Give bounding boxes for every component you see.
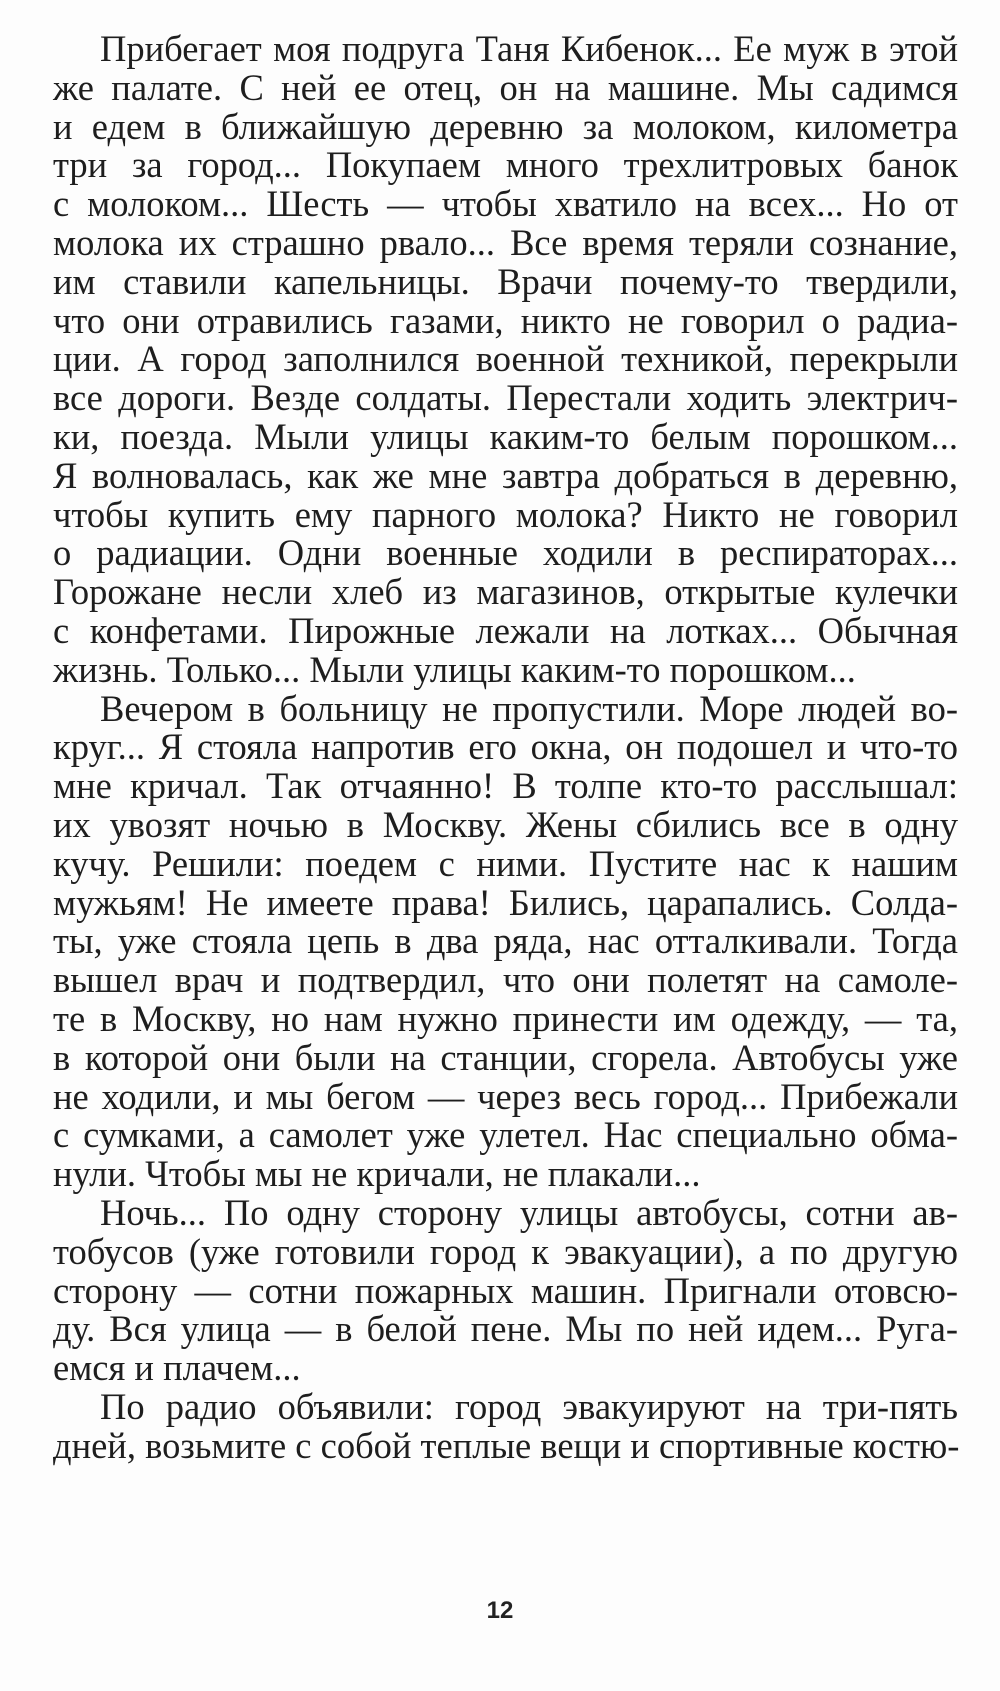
page-body-text: [53, 30, 958, 1465]
text-line: с сумками, а самолет уже улетел. Нас специально обма-: [53, 1114, 958, 1156]
text-line: По радио объявили: город эвакуируют на три-пять: [100, 1385, 958, 1427]
text-line: вышел врач и подтвердил, что они полетят на самоле-: [53, 959, 958, 1001]
text-line: жизнь. Только... Мыли улицы каким-то порошком...: [53, 648, 856, 690]
text-line: круг... Я стояла напротив его окна, он подошел и что-то: [53, 726, 958, 768]
text-line: емся и плачем...: [53, 1347, 301, 1389]
text-line: им ставили капельницы. Врачи почему-то твердили,: [53, 260, 958, 302]
text-line: с конфетами. Пирожные лежали на лотках... Обычная: [53, 609, 958, 651]
text-line: сторону — сотни пожарных машин. Пригнали отовсю-: [53, 1269, 958, 1311]
text-line: их увозят ночью в Москву. Жены сбились все в одну: [53, 803, 958, 845]
text-line: Прибегает моя подруга Таня Кибенок... Ее муж в этой: [100, 28, 958, 69]
text-line: же палате. С ней ее отец, он на машине. Мы садимся: [53, 66, 958, 108]
text-line: ду. Вся улица — в белой пене. Мы по ней идем... Руга-: [53, 1308, 958, 1350]
text-line: что они отравились газами, никто не говорил о радиа-: [53, 299, 958, 341]
text-line: и едем в ближайшую деревню за молоком, километра: [53, 105, 958, 147]
text-line: все дороги. Везде солдаты. Перестали ходить электрич-: [53, 377, 958, 419]
text-line: кучу. Решили: поедем с ними. Пустите нас к нашим: [53, 842, 958, 884]
text-line: с молоком... Шесть — чтобы хватило на всех... Но от: [53, 183, 958, 225]
text-line: о радиации. Одни военные ходили в респираторах...: [53, 532, 958, 574]
text-line: дней, возьмите с собой теплые вещи и спортивные костю-: [53, 1424, 960, 1466]
paragraph: [53, 1191, 958, 1389]
text-line: не ходили, и мы бегом — через весь город... Прибежали: [53, 1075, 958, 1117]
page-number: 12: [486, 1597, 514, 1624]
text-line: в которой они были на станции, сгорела. Автобусы уже: [53, 1036, 958, 1078]
text-line: мужьям! Не имеете права! Бились, царапались. Солда-: [53, 881, 958, 923]
text-line: нули. Чтобы мы не кричали, не плакали...: [53, 1153, 701, 1195]
text-line: ции. А город заполнился военной техникой, перекрыли: [53, 338, 958, 380]
text-line: мне кричал. Так отчаянно! В толпе кто-то расслышал:: [53, 765, 958, 807]
text-line: чтобы купить ему парного молока? Никто не говорил: [53, 493, 958, 535]
text-line: молока их страшно рвало... Все время теряли сознание,: [53, 221, 958, 263]
text-line: Вечером в больницу не пропустили. Море людей во-: [100, 687, 958, 729]
text-line: ты, уже стояла цепь в два ряда, нас отталкивали. Тогда: [53, 920, 958, 962]
paragraph: [53, 687, 958, 1195]
text-line: ки, поезда. Мыли улицы каким-то белым порошком...: [53, 415, 958, 457]
text-line: Горожане несли хлеб из магазинов, открытые кулечки: [53, 571, 958, 613]
text-line: Я волновалась, как же мне завтра добраться в деревню,: [53, 454, 958, 496]
paragraph: [53, 1385, 960, 1466]
text-line: Ночь... По одну сторону улицы автобусы, сотни ав-: [100, 1191, 958, 1233]
text-line: те в Москву, но нам нужно принести им одежду, — та,: [53, 997, 958, 1039]
paragraph: [53, 30, 958, 690]
text-line: три за город... Покупаем много трехлитровых банок: [53, 144, 958, 186]
text-line: тобусов (уже готовили город к эвакуации), а по другую: [53, 1230, 958, 1272]
